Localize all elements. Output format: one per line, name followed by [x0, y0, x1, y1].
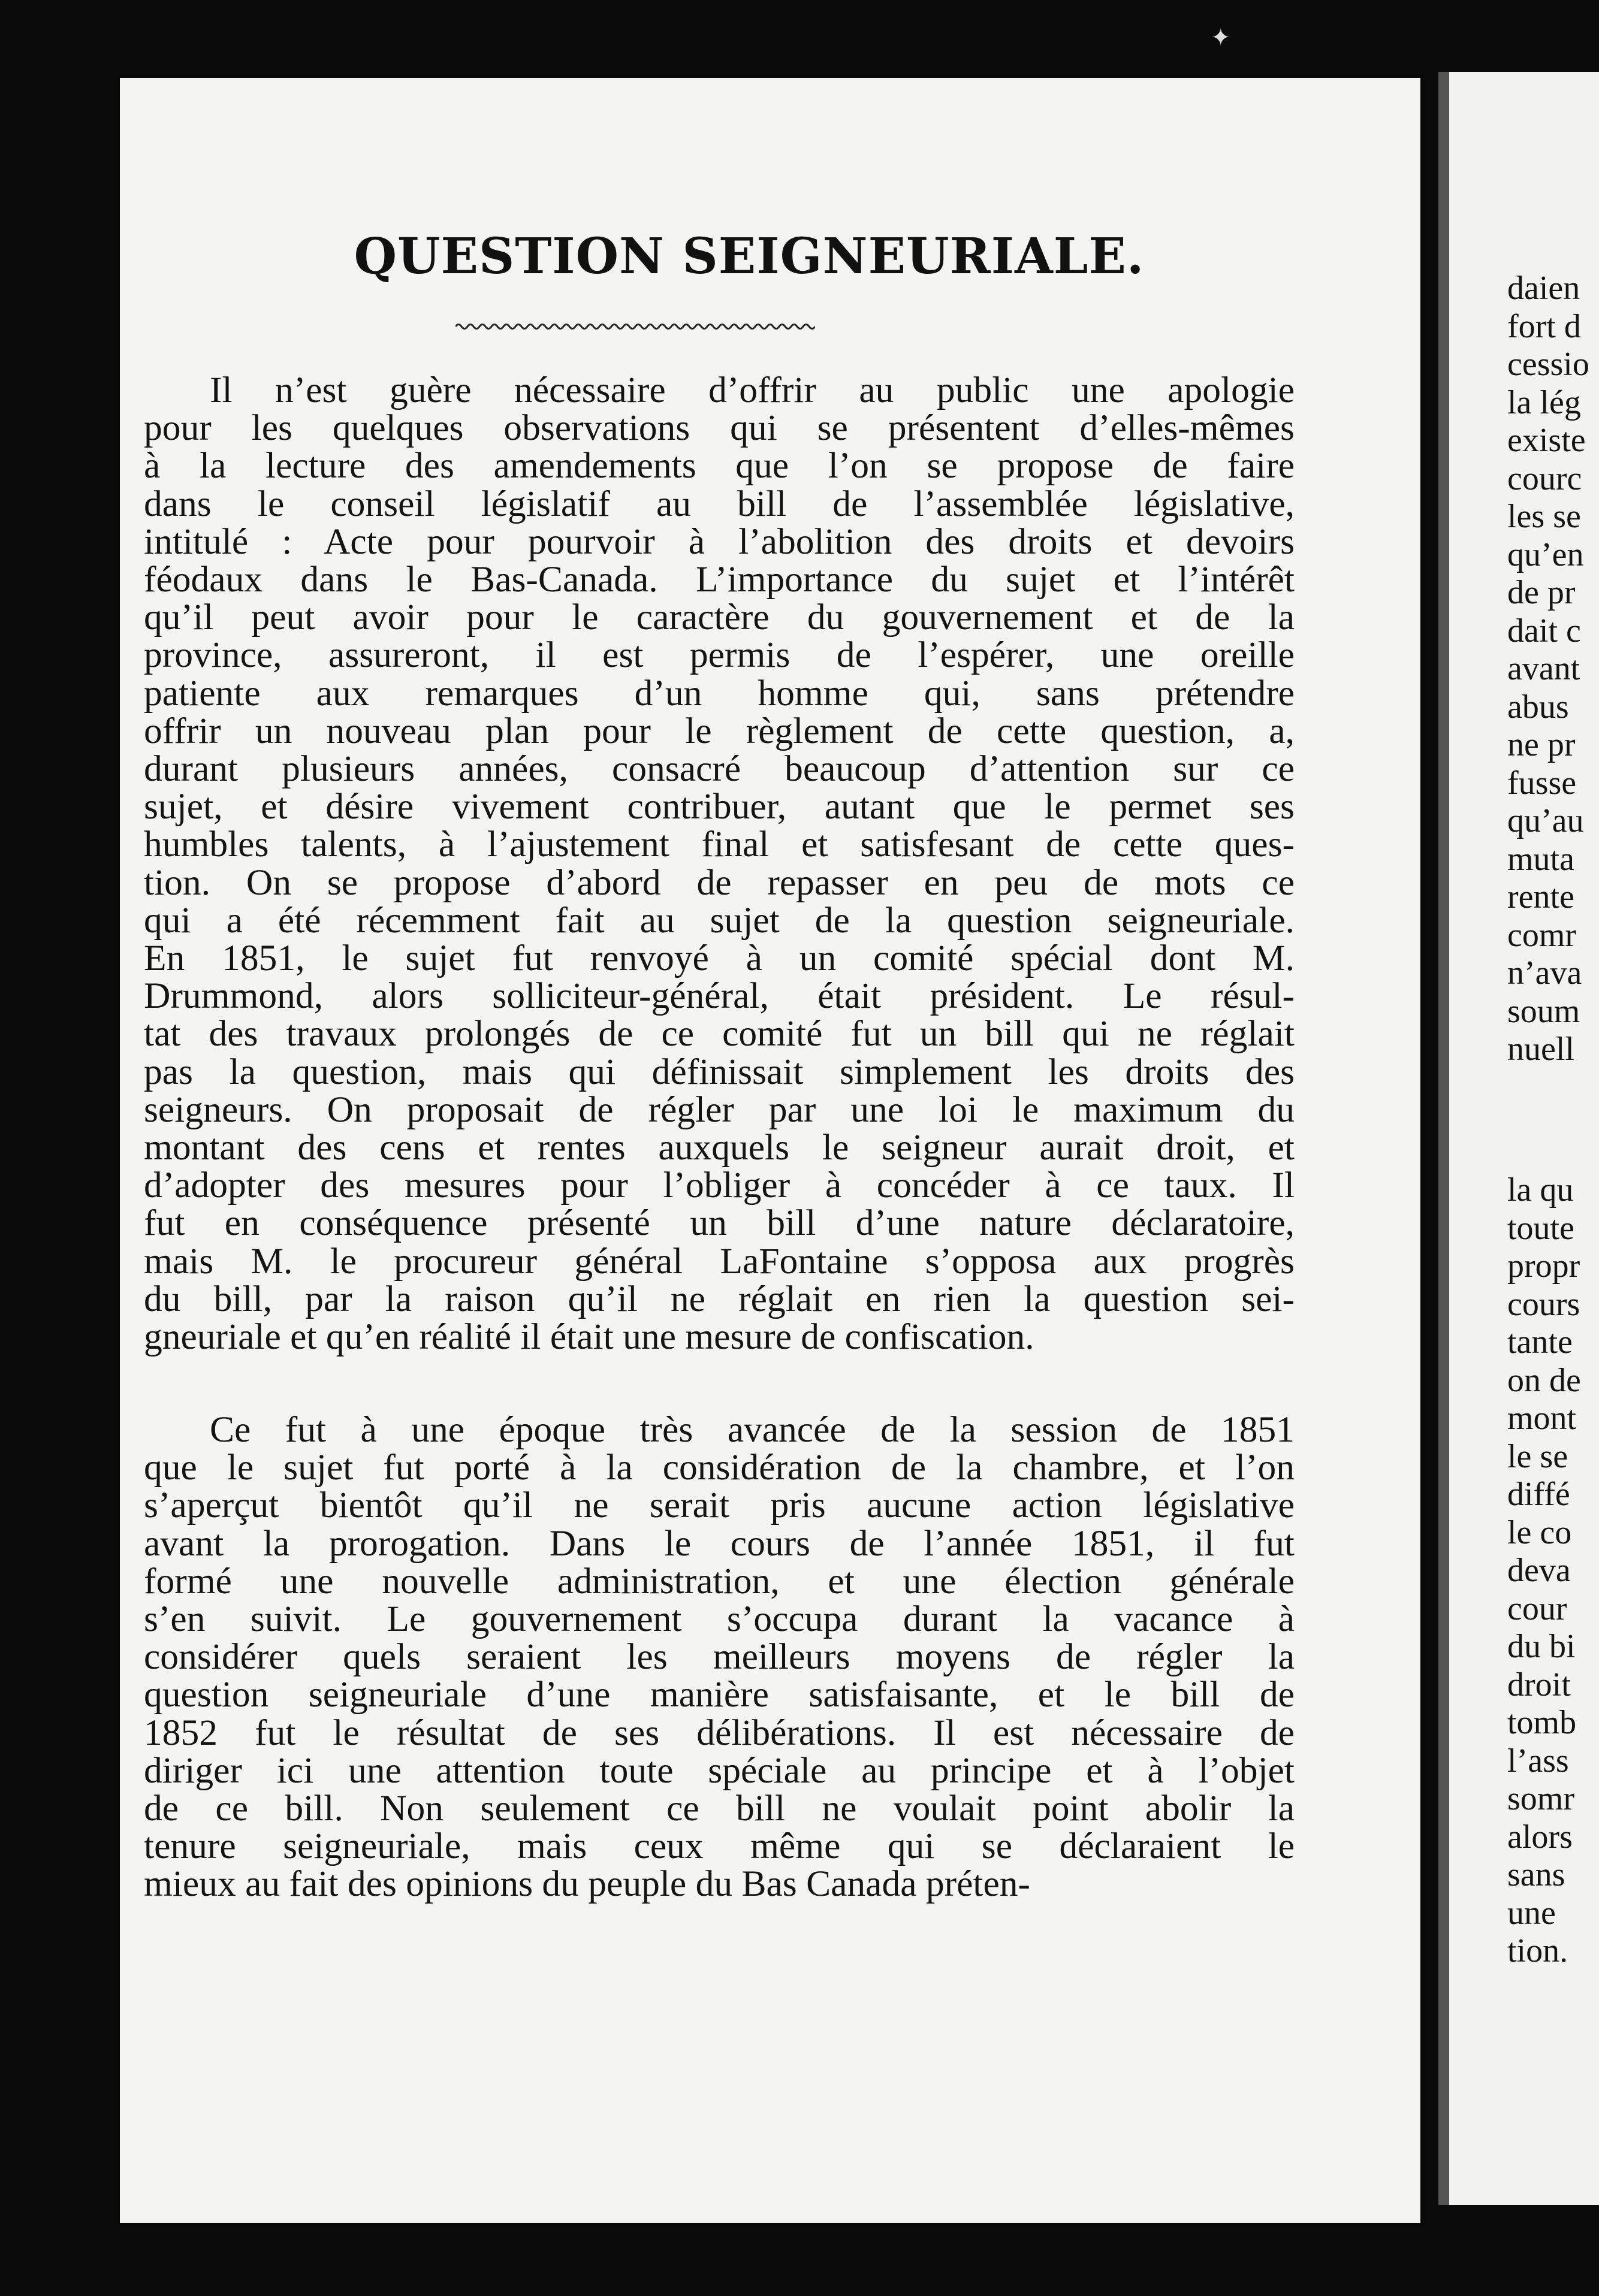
right-page-line: la lég — [1507, 383, 1581, 421]
right-page-line: soum — [1507, 992, 1580, 1030]
text-line: humbles talents, à l’ajustement final et satisfesant de cette ques- — [144, 824, 1295, 865]
text-line: d’adopter des mesures pour l’obliger à concéder à ce taux. Il — [144, 1165, 1295, 1206]
right-page-column-1 — [1507, 270, 1589, 1069]
right-page-line: l’ass — [1507, 1742, 1569, 1780]
right-page-line: toute — [1507, 1209, 1574, 1247]
right-page-line: existe — [1507, 422, 1586, 459]
text-line: tion. On se propose d’abord de repasser en peu de mots ce — [144, 862, 1295, 903]
text-line: formé une nouvelle administration, et une élection générale — [144, 1560, 1295, 1602]
right-page-line: le co — [1507, 1513, 1572, 1551]
right-page-column-2 — [1507, 1171, 1581, 1971]
text-line: pour les quelques observations qui se présentent d’elles-mêmes — [144, 407, 1295, 449]
right-page-line: droit — [1507, 1666, 1571, 1703]
page-title: QUESTION SEIGNEURIALE. — [354, 228, 1145, 285]
right-page-line: nuell — [1507, 1031, 1574, 1068]
text-line: féodaux dans le Bas-Canada. L’importance du sujet et l’intérêt — [144, 559, 1295, 600]
right-page-line: daien — [1507, 270, 1580, 307]
right-page-line: deva — [1507, 1552, 1571, 1589]
text-line: Ce fut à une époque très avancée de la session de 1851 — [210, 1409, 1295, 1450]
right-page-line: qu’au — [1507, 802, 1584, 839]
text-line: intitulé : Acte pour pourvoir à l’abolition des droits et devoirs — [144, 521, 1295, 562]
text-line: Il n’est guère nécessaire d’offrir au public une apologie — [210, 370, 1295, 410]
right-page-line: propr — [1507, 1247, 1580, 1285]
right-page-line: somr — [1507, 1780, 1574, 1817]
right-page-line: tante — [1507, 1324, 1573, 1361]
right-page-line: ne pr — [1507, 726, 1576, 763]
right-page-line: le se — [1507, 1437, 1568, 1475]
text-line: question seigneuriale d’une manière satisfaisante, et le bill de — [144, 1674, 1295, 1715]
right-page-line: de pr — [1507, 574, 1576, 611]
right-page-line: diffé — [1507, 1476, 1570, 1513]
text-line: tenure seigneuriale, mais ceux même qui se déclaraient le — [144, 1826, 1295, 1867]
text-line: qu’il peut avoir pour le caractère du gouvernement et de la — [144, 597, 1295, 638]
right-page-line: abus — [1507, 688, 1569, 726]
right-page-line: mont — [1507, 1400, 1577, 1437]
paragraph-2 — [144, 1411, 1295, 1904]
paragraph-1 — [144, 371, 1295, 1356]
right-page-line: tomb — [1507, 1704, 1577, 1741]
right-page-line: fort d — [1507, 307, 1581, 345]
text-line: sujet, et désire vivement contribuer, autant que le permet ses — [144, 786, 1295, 827]
right-page-line: n’ava — [1507, 954, 1582, 992]
scan-mark: ✦ — [1211, 24, 1231, 52]
right-page-line: fusse — [1507, 764, 1577, 802]
text-line: dans le conseil législatif au bill de l’assemblée législative, — [144, 483, 1295, 524]
right-page-line: on de — [1507, 1361, 1581, 1399]
right-page-line: du bi — [1507, 1628, 1576, 1665]
right-page-line: les se — [1507, 498, 1581, 535]
text-line: seigneurs. On proposait de régler par une loi le maximum du — [144, 1089, 1295, 1130]
text-line: durant plusieurs années, consacré beaucoup d’attention sur ce — [144, 748, 1295, 790]
right-page-line: cour — [1507, 1590, 1567, 1627]
decorative-rule — [455, 318, 815, 336]
text-line: mieux au fait des opinions du peuple du Bas Canada préten- — [144, 1863, 1031, 1905]
right-page-line: sans — [1507, 1856, 1565, 1893]
text-line: Drummond, alors solliciteur-général, était président. Le résul- — [144, 975, 1295, 1017]
text-line: mais M. le procureur général LaFontaine s’opposa aux progrès — [144, 1240, 1295, 1282]
right-page-line: la qu — [1507, 1171, 1574, 1209]
right-page-line: dait c — [1507, 612, 1581, 649]
right-page-line: qu’en — [1507, 536, 1584, 573]
text-line: à la lecture des amendements que l’on se propose de faire — [144, 445, 1295, 487]
right-page-line: cours — [1507, 1285, 1580, 1323]
text-line: offrir un nouveau plan pour le règlement de cette question, a, — [144, 710, 1295, 751]
text-line: pas la question, mais qui définissait simplement les droits des — [144, 1051, 1295, 1092]
text-line: gneuriale et qu’en réalité il était une mesure de confiscation. — [144, 1316, 1034, 1358]
text-line: s’aperçut bientôt qu’il ne serait pris aucune action législative — [144, 1485, 1295, 1526]
text-line: patiente aux remarques d’un homme qui, sans prétendre — [144, 672, 1295, 714]
right-page-line: une — [1507, 1894, 1556, 1932]
text-line: fut en conséquence présenté un bill d’une nature déclaratoire, — [144, 1203, 1295, 1244]
text-line: avant la prorogation. Dans le cours de l’année 1851, il fut — [144, 1522, 1295, 1564]
text-line: de ce bill. Non seulement ce bill ne voulait point abolir la — [144, 1788, 1295, 1829]
text-line: que le sujet fut porté à la considération de la chambre, et l’on — [144, 1447, 1295, 1488]
right-page-line: tion. — [1507, 1932, 1568, 1969]
right-page-line: cessio — [1507, 346, 1589, 383]
text-line: qui a été récemment fait au sujet de la question seigneuriale. — [144, 899, 1295, 941]
right-page-line: rente — [1507, 878, 1574, 916]
text-line: montant des cens et rentes auxquels le seigneur aurait droit, et — [144, 1127, 1295, 1168]
text-line: diriger ici une attention toute spéciale au principe et à l’objet — [144, 1750, 1295, 1791]
text-line: du bill, par la raison qu’il ne réglait en rien la question sei- — [144, 1278, 1295, 1319]
text-line: En 1851, le sujet fut renvoyé à un comité spécial dont M. — [144, 938, 1295, 979]
text-line: s’en suivit. Le gouvernement s’occupa durant la vacance à — [144, 1599, 1295, 1640]
text-line: tat des travaux prolongés de ce comité fut un bill qui ne réglait — [144, 1013, 1295, 1055]
right-page-line: alors — [1507, 1818, 1573, 1856]
text-line: province, assureront, il est permis de l’espérer, une oreille — [144, 635, 1295, 676]
text-line: 1852 fut le résultat de ses délibérations. Il est nécessaire de — [144, 1712, 1295, 1753]
right-page-line: avant — [1507, 650, 1580, 687]
right-page-line: comr — [1507, 916, 1577, 954]
right-page-line: muta — [1507, 840, 1574, 878]
right-page-line: courc — [1507, 460, 1582, 497]
text-line: considérer quels seraient les meilleurs moyens de régler la — [144, 1636, 1295, 1678]
